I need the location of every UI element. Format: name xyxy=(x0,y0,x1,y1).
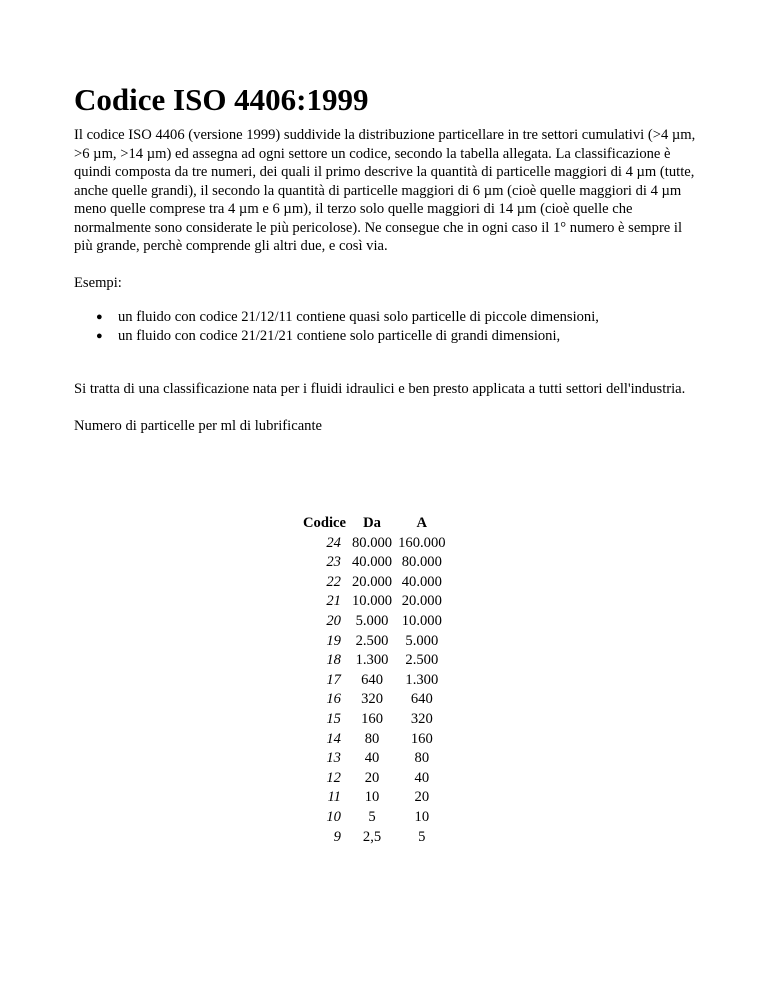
table-header-row xyxy=(300,514,449,534)
cell-codice: 16 xyxy=(326,691,341,708)
table-row xyxy=(300,553,449,573)
cell-da: 5 xyxy=(368,808,376,825)
cell-codice: 17 xyxy=(326,671,341,688)
cell-da: 5.000 xyxy=(355,612,389,629)
table-row xyxy=(300,671,449,691)
table-row xyxy=(300,651,449,671)
table-row xyxy=(300,690,449,710)
table-row xyxy=(300,788,449,808)
cell-da: 2,5 xyxy=(362,828,382,845)
cell-da: 2.500 xyxy=(355,632,389,649)
cell-codice: 15 xyxy=(326,710,341,727)
header-da: Da xyxy=(363,515,381,531)
table-row xyxy=(300,828,449,848)
cell-a: 5 xyxy=(418,828,426,845)
table-row xyxy=(300,710,449,730)
cell-codice: 10 xyxy=(326,808,341,825)
list-item xyxy=(96,327,698,346)
cell-codice: 23 xyxy=(326,554,341,571)
classification-note: Si tratta di una classificazione nata per i fluidi idraulici e ben presto applicata a tutti settori dell'industria. xyxy=(74,381,686,397)
header-codice: Codice xyxy=(303,515,346,531)
cell-a: 80 xyxy=(414,750,430,767)
examples-label: Esempi: xyxy=(74,274,122,291)
cell-codice: 14 xyxy=(326,730,341,747)
cell-codice: 20 xyxy=(326,612,341,629)
cell-da: 80.000 xyxy=(351,534,393,551)
bullet-icon: ● xyxy=(96,311,103,323)
cell-da: 80 xyxy=(364,730,380,747)
table-row xyxy=(300,808,449,828)
bullet-icon: ● xyxy=(96,330,103,342)
table-row xyxy=(300,573,449,593)
cell-codice: 13 xyxy=(326,750,341,767)
examples-list xyxy=(74,308,698,346)
cell-codice: 12 xyxy=(326,769,341,786)
cell-da: 20.000 xyxy=(351,573,393,590)
cell-a: 5.000 xyxy=(405,632,439,649)
cell-da: 160 xyxy=(361,710,383,727)
table-row xyxy=(300,769,449,789)
table-row xyxy=(300,749,449,769)
iso-code-table xyxy=(300,514,449,847)
cell-a: 40 xyxy=(414,769,430,786)
cell-a: 10 xyxy=(414,808,430,825)
example-text: un fluido con codice 21/21/21 contiene solo particelle di grandi dimensioni, xyxy=(118,328,561,344)
cell-da: 10.000 xyxy=(351,593,393,610)
cell-codice: 24 xyxy=(326,534,341,551)
cell-a: 1.300 xyxy=(405,671,439,688)
cell-da: 10 xyxy=(364,789,380,806)
cell-a: 160.000 xyxy=(398,534,446,551)
table-row xyxy=(300,592,449,612)
cell-da: 1.300 xyxy=(355,652,389,669)
table-row xyxy=(300,632,449,652)
cell-da: 320 xyxy=(361,691,383,708)
cell-a: 10.000 xyxy=(401,612,442,629)
table-row xyxy=(300,730,449,750)
table-row xyxy=(300,534,449,554)
cell-a: 640 xyxy=(410,691,433,708)
page-title: Codice ISO 4406:1999 xyxy=(74,82,369,117)
cell-da: 20 xyxy=(364,769,380,786)
cell-da: 640 xyxy=(361,671,383,688)
table-row xyxy=(300,612,449,632)
cell-a: 20.000 xyxy=(401,593,442,610)
cell-codice: 18 xyxy=(326,652,341,669)
table-caption: Numero di particelle per ml di lubrificante xyxy=(74,417,323,434)
cell-codice: 22 xyxy=(326,573,341,590)
cell-da: 40 xyxy=(364,750,380,767)
cell-a: 320 xyxy=(410,710,433,727)
cell-da: 40.000 xyxy=(351,554,393,571)
list-item xyxy=(96,308,698,327)
cell-codice: 19 xyxy=(326,632,341,649)
document-page xyxy=(74,80,698,845)
cell-a: 160 xyxy=(410,730,433,747)
intro-paragraph: Il codice ISO 4406 (versione 1999) suddivide la distribuzione particellare in tre settori cumulativi (>4 µm, >6 µm, >14 µm) ed assegna ad ogni settore un codice, secondo la tabella allegata. La classificazione è quindi composta da tre numeri, dei quali il primo descrive la quantità di particelle maggiori di 4 µm (tutte, anche quelle grandi), il secondo la quantità di particelle maggiori di 6 µm (cioè quelle maggiori di 4 µm meno quelle comprese tra 4 µm e 6 µm), il terzo solo quelle maggiori di 14 µm (cioè quelle che normalmente sono considerate le più pericolose). Ne consegue che in ogni caso il 1° numero è sempre il più grande, perchè comprende gli altri due, e così via. xyxy=(74,127,696,254)
cell-codice: 11 xyxy=(327,789,341,806)
cell-a: 20 xyxy=(414,789,430,806)
example-text: un fluido con codice 21/12/11 contiene quasi solo particelle di piccole dimensioni, xyxy=(118,309,599,325)
cell-a: 40.000 xyxy=(401,573,442,590)
cell-codice: 21 xyxy=(326,593,341,610)
cell-a: 80.000 xyxy=(401,554,442,571)
header-a: A xyxy=(416,515,428,531)
cell-a: 2.500 xyxy=(405,652,439,669)
cell-codice: 9 xyxy=(333,828,341,845)
